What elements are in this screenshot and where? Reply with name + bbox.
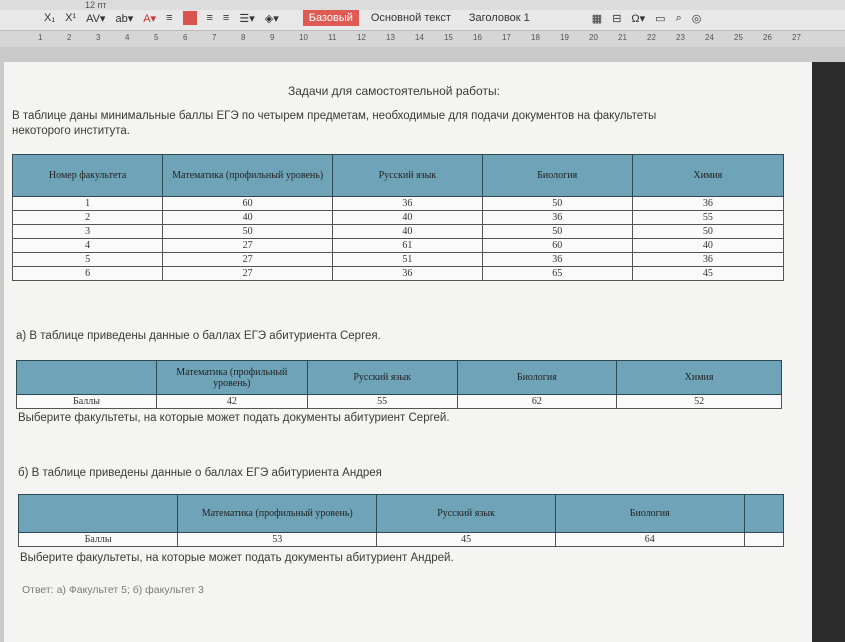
ruler-number: 24	[705, 33, 714, 42]
answer-text: Ответ: а) Факультет 5; б) факультет 3	[22, 584, 204, 596]
font-color-button[interactable]: A▾	[143, 12, 157, 25]
ruler-number: 6	[183, 33, 188, 42]
insert-table-icon[interactable]: ▦	[591, 12, 603, 25]
ruler-number: 7	[212, 33, 217, 42]
ruler-number: 4	[125, 33, 130, 42]
ruler-number: 3	[96, 33, 101, 42]
table-header-row	[19, 495, 784, 533]
document-page[interactable]	[4, 62, 812, 642]
ruler-number: 13	[386, 33, 395, 42]
header-russian: Русский язык	[307, 361, 457, 395]
table-header-row	[13, 155, 784, 197]
table-cell: 27	[163, 239, 333, 253]
table-cell: 36	[482, 211, 632, 225]
ruler-number: 27	[792, 33, 801, 42]
table-cell: 61	[333, 239, 483, 253]
table-cell: 40	[632, 239, 783, 253]
header-empty-right	[744, 495, 783, 533]
faculty-requirements-table	[12, 154, 784, 281]
table-row	[13, 267, 784, 281]
insert-field-icon[interactable]: ⊟	[612, 12, 622, 25]
header-empty	[19, 495, 178, 533]
table-cell: 42	[156, 395, 307, 409]
table-cell: 1	[13, 197, 163, 211]
ruler-number: 2	[67, 33, 72, 42]
ruler-number: 19	[560, 33, 569, 42]
table-row	[13, 211, 784, 225]
part-a-text: а) В таблице приведены данные о баллах ЕГЭ абитуриента Сергея.	[16, 330, 381, 342]
table-cell	[744, 533, 783, 547]
ruler-number: 12	[357, 33, 366, 42]
table-cell: 36	[333, 197, 483, 211]
ruler-number: 21	[618, 33, 627, 42]
table-row	[13, 239, 784, 253]
question-a-text: Выберите факультеты, на которые может подать документы абитуриент Сергей.	[18, 412, 450, 424]
align-center-button[interactable]	[183, 11, 197, 25]
subscript-button[interactable]: X₁	[44, 12, 56, 24]
ruler-number: 1	[38, 33, 43, 42]
find-icon[interactable]: ⌕	[675, 11, 682, 24]
table-cell: 65	[482, 267, 632, 281]
header-math: Математика (профильный уровень)	[156, 361, 307, 395]
row-label-cell: Баллы	[17, 395, 157, 409]
table-cell: 45	[632, 267, 783, 281]
table-cell: 50	[632, 225, 783, 239]
table-cell: 36	[333, 267, 483, 281]
table-cell: 50	[482, 225, 632, 239]
table-cell: 2	[13, 211, 163, 225]
table-row	[13, 225, 784, 239]
highlight-button[interactable]: ab▾	[115, 12, 134, 25]
table-cell: 36	[632, 253, 783, 267]
fill-color-button[interactable]: ◈▾	[264, 12, 279, 25]
page-title: Задачи для самостоятельной работы:	[288, 84, 500, 98]
ruler-number: 22	[647, 33, 656, 42]
align-center-icon	[183, 11, 197, 25]
font-size-box[interactable]: 12 пт	[85, 0, 107, 10]
list-button[interactable]: ☰▾	[239, 12, 255, 25]
table-cell: 51	[333, 253, 483, 267]
sergey-scores-table	[16, 360, 782, 409]
table-cell: 60	[482, 239, 632, 253]
header-faculty: Номер факультета	[13, 155, 163, 197]
intro-line-1: В таблице даны минимальные баллы ЕГЭ по четырем предметам, необходимые для подачи документов на факультеты	[12, 110, 657, 122]
right-sidebar	[812, 62, 845, 642]
table-cell: 45	[377, 533, 556, 547]
table-header-row	[17, 361, 782, 395]
table-cell: 62	[457, 395, 617, 409]
table-cell: 36	[482, 253, 632, 267]
ruler-number: 8	[241, 33, 246, 42]
ruler-number: 18	[531, 33, 540, 42]
table-cell: 40	[333, 211, 483, 225]
ruler-number: 9	[270, 33, 275, 42]
table-cell: 4	[13, 239, 163, 253]
ruler-number: 11	[328, 33, 337, 42]
intro-line-2: некоторого института.	[12, 125, 130, 137]
superscript-button[interactable]: X¹	[65, 12, 77, 24]
header-empty	[17, 361, 157, 395]
table-cell: 55	[307, 395, 457, 409]
table-cell: 64	[555, 533, 744, 547]
header-math: Математика (профильный уровень)	[178, 495, 377, 533]
style-heading-1[interactable]: Заголовок 1	[468, 12, 530, 24]
table-cell: 3	[13, 225, 163, 239]
ruler-number: 15	[444, 33, 453, 42]
table-row	[13, 253, 784, 267]
ruler-number: 20	[589, 33, 598, 42]
table-cell: 27	[163, 253, 333, 267]
table-cell: 6	[13, 267, 163, 281]
table-cell: 52	[617, 395, 782, 409]
align-left-icon[interactable]: ≡	[166, 12, 173, 24]
ruler-number: 14	[415, 33, 424, 42]
table-cell: 55	[632, 211, 783, 225]
comment-icon[interactable]: ▭	[655, 12, 666, 25]
table-cell: 50	[163, 225, 333, 239]
question-b-text: Выберите факультеты, на которые может подать документы абитуриент Андрей.	[20, 552, 454, 564]
header-biology: Биология	[555, 495, 744, 533]
table-cell: 40	[333, 225, 483, 239]
table-cell: 50	[482, 197, 632, 211]
header-biology: Биология	[457, 361, 617, 395]
align-right-icon[interactable]: ≡	[206, 12, 213, 24]
header-chemistry: Химия	[617, 361, 782, 395]
table-cell: 53	[178, 533, 377, 547]
special-char-icon[interactable]: Ω▾	[631, 12, 646, 25]
track-changes-icon[interactable]: ◎	[691, 12, 702, 25]
row-label-cell: Баллы	[19, 533, 178, 547]
table-row	[17, 395, 782, 409]
table-cell: 27	[163, 267, 333, 281]
ruler-number: 17	[502, 33, 511, 42]
part-b-text: б) В таблице приведены данные о баллах ЕГЭ абитуриента Андрея	[18, 467, 382, 479]
ruler-number: 5	[154, 33, 159, 42]
table-row	[19, 533, 784, 547]
ruler-number: 10	[299, 33, 308, 42]
char-spacing-button[interactable]: AV▾	[86, 12, 106, 25]
style-body-text[interactable]: Основной текст	[370, 12, 451, 24]
header-russian: Русский язык	[377, 495, 556, 533]
table-cell: 5	[13, 253, 163, 267]
table-cell: 36	[632, 197, 783, 211]
style-basic[interactable]: Базовый	[303, 10, 359, 26]
header-biology: Биология	[482, 155, 632, 197]
table-row	[13, 197, 784, 211]
ruler-number: 23	[676, 33, 685, 42]
ruler-number: 16	[473, 33, 482, 42]
header-math: Математика (профильный уровень)	[163, 155, 333, 197]
header-chemistry: Химия	[632, 155, 783, 197]
justify-icon[interactable]: ≡	[222, 12, 230, 24]
table-cell: 40	[163, 211, 333, 225]
header-russian: Русский язык	[333, 155, 483, 197]
table-cell: 60	[163, 197, 333, 211]
andrey-scores-table	[18, 494, 784, 547]
ruler-number: 26	[763, 33, 772, 42]
horizontal-ruler[interactable]	[0, 30, 845, 48]
ruler-number: 25	[734, 33, 743, 42]
